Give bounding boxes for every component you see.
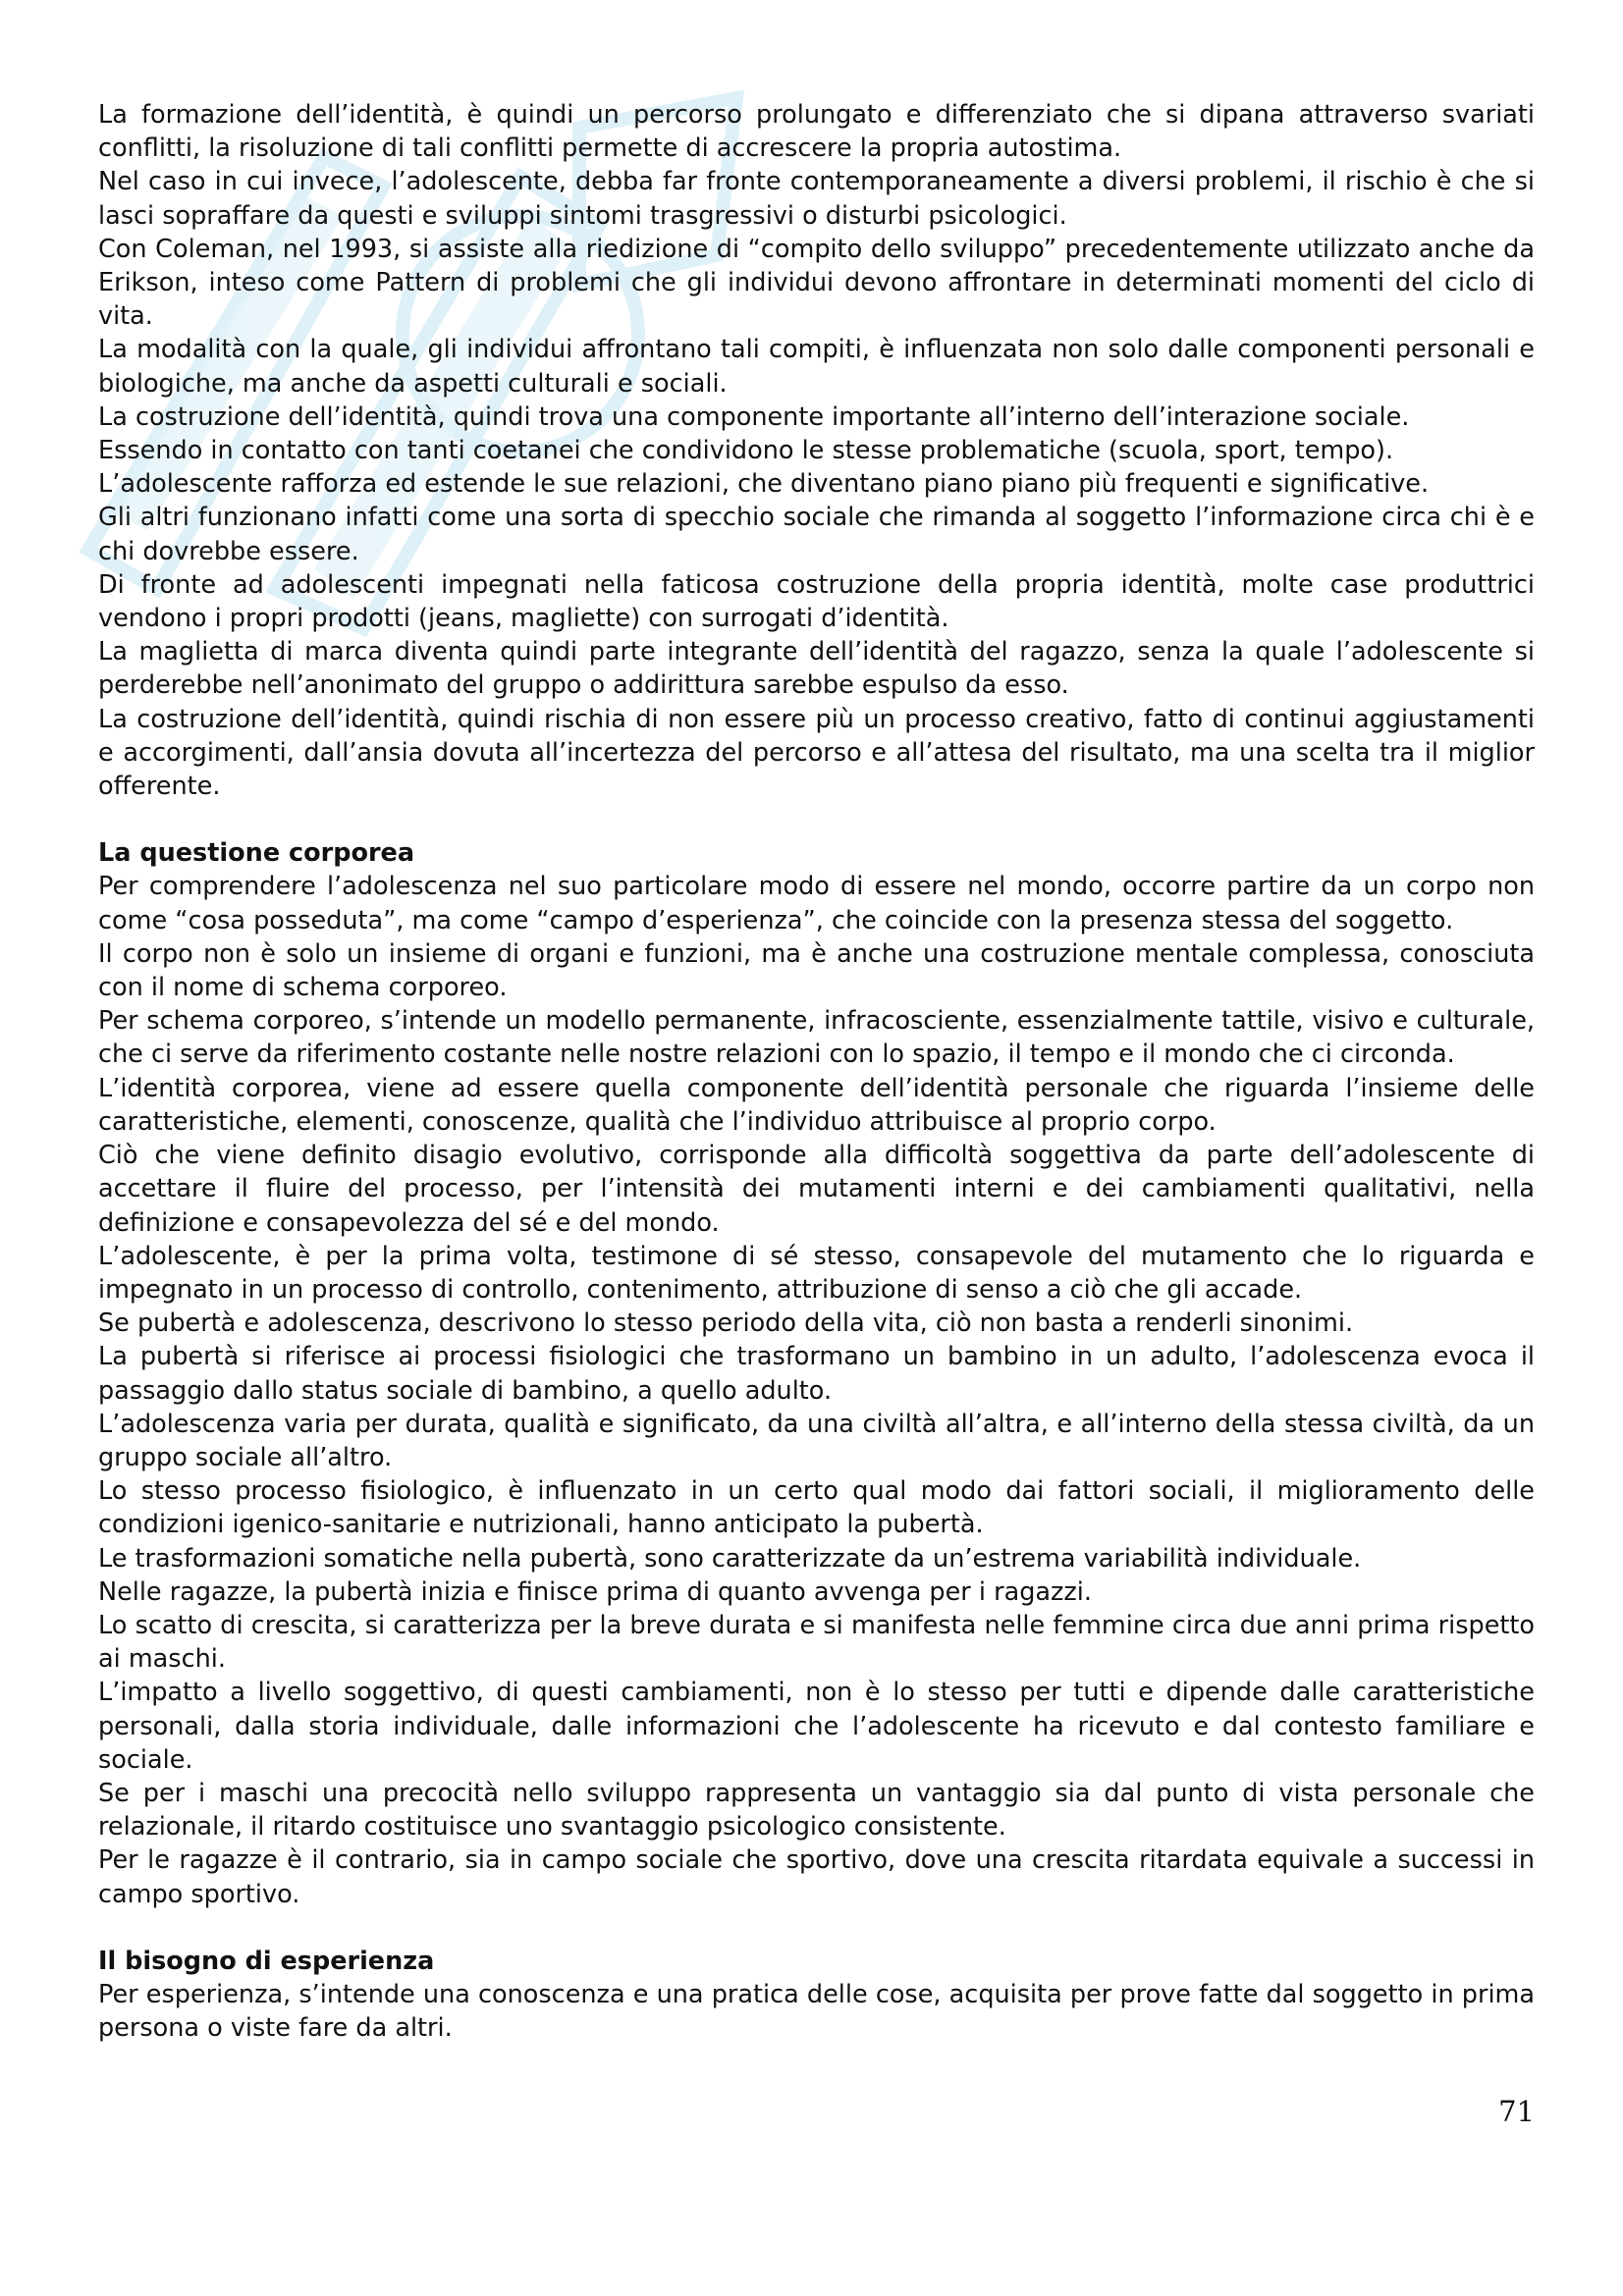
paragraph: Nelle ragazze, la pubertà inizia e finisce prima di quanto avvenga per i ragazzi. bbox=[98, 1576, 1092, 1607]
paragraph: Essendo in contatto con tanti coetanei che condividono le stesse problematiche (scuola, sport, tempo). bbox=[98, 436, 1394, 466]
section-gap bbox=[98, 1911, 1535, 1945]
paragraph: Il corpo non è solo un insieme di organi e funzioni, ma è anche una costruzione mentale complessa, conosciuta con il nome di schema corporeo. bbox=[98, 938, 1535, 1003]
section-gap bbox=[98, 803, 1535, 836]
paragraph: La costruzione dell’identità, quindi rischia di non essere più un processo creativo, fatto di continui aggiustamenti e accorgimenti, dall’ansia dovuta all’incertezza del percorso e all’attesa del risultato, ma una scelta tra il miglior offerente. bbox=[98, 704, 1535, 802]
paragraph: Per comprendere l’adolescenza nel suo particolare modo di essere nel mondo, occorre partire da un corpo non come “cosa posseduta”, ma come “campo d’esperienza”, che coincide con la presenza stessa del soggetto. bbox=[98, 872, 1535, 935]
section-heading-questione-corporea: La questione corporea bbox=[98, 838, 415, 869]
paragraph: Nel caso in cui invece, l’adolescente, debba far fronte contemporaneamente a diversi problemi, il rischio è che si lasci sopraffare da questi e sviluppi sintomi trasgressivi o disturbi psicologici. bbox=[98, 167, 1535, 231]
paragraph: L’impatto a livello soggettivo, di questi cambiamenti, non è lo stesso per tutti e dipende dalle caratteristiche personali, dalla storia individuale, dalle informazioni che l’adolescente ha ricevuto e dal contesto familiare e sociale. bbox=[98, 1678, 1535, 1775]
paragraph: Le trasformazioni somatiche nella pubertà, sono caratterizzate da un’estrema variabilità individuale. bbox=[98, 1543, 1362, 1574]
document-page bbox=[98, 98, 1535, 2045]
paragraph: L’identità corporea, viene ad essere quella componente dell’identità personale che riguarda l’insieme delle caratteristiche, elementi, conoscenze, qualità che l’individuo attribuisce al proprio corpo. bbox=[98, 1073, 1535, 1137]
paragraph: La pubertà si riferisce ai processi fisiologici che trasformano un bambino in un adulto, l’adolescenza evoca il passaggio dallo status sociale di bambino, a quello adulto. bbox=[98, 1342, 1535, 1406]
page-number: 71 bbox=[1498, 2095, 1535, 2128]
section-heading-bisogno-esperienza: Il bisogno di esperienza bbox=[98, 1946, 435, 1976]
paragraph: Lo stesso processo fisiologico, è influenzato in un certo qual modo dai fattori sociali, il miglioramento delle condizioni igenico-sanitarie e nutrizionali, hanno anticipato la pubertà. bbox=[98, 1476, 1535, 1540]
paragraph: Di fronte ad adolescenti impegnati nella faticosa costruzione della propria identità, molte case produttrici vendono i propri prodotti (jeans, magliette) con surrogati d’identità. bbox=[98, 569, 1535, 634]
paragraph: Se pubertà e adolescenza, descrivono lo stesso periodo della vita, ciò non basta a renderli sinonimi. bbox=[98, 1308, 1354, 1339]
paragraph: Lo scatto di crescita, si caratterizza per la breve durata e si manifesta nelle femmine circa due anni prima rispetto ai maschi. bbox=[98, 1610, 1535, 1675]
paragraph: Con Coleman, nel 1993, si assiste alla riedizione di “compito dello sviluppo” precedentemente utilizzato anche da Erikson, inteso come Pattern di problemi che gli individui devono affrontare in determinati momenti del ciclo di vita. bbox=[98, 234, 1535, 332]
paragraph: L’adolescenza varia per durata, qualità e significato, da una civiltà all’altra, e all’interno della stessa civiltà, da un gruppo sociale all’altro. bbox=[98, 1409, 1535, 1472]
paragraph: La modalità con la quale, gli individui affrontano tali compiti, è influenzata non solo dalle componenti personali e biologiche, ma anche da aspetti culturali e sociali. bbox=[98, 335, 1535, 399]
paragraph: L’adolescente, è per la prima volta, testimone di sé stesso, consapevole del mutamento che lo riguarda e impegnato in un processo di controllo, contenimento, attribuzione di senso a ciò che gli accade. bbox=[98, 1241, 1535, 1305]
paragraph: Se per i maschi una precocità nello sviluppo rappresenta un vantaggio sia dal punto di vista personale che relazionale, il ritardo costituisce uno svantaggio psicologico consistente. bbox=[98, 1778, 1535, 1842]
paragraph: Ciò che viene definito disagio evolutivo, corrisponde alla difficoltà soggettiva da parte dell’adolescente di accettare il fluire del processo, per l’intensità dei mutamenti interni e dei cambiamenti qualitativi, nella definizione e consapevolezza del sé e del mondo. bbox=[98, 1141, 1535, 1238]
paragraph: La costruzione dell’identità, quindi trova una componente importante all’interno dell’interazione sociale. bbox=[98, 401, 1410, 432]
paragraph: Per esperienza, s’intende una conoscenza e una pratica delle cose, acquisita per prove fatte dal soggetto in prima persona o viste fare da altri. bbox=[98, 1979, 1535, 2044]
paragraph: L’adolescente rafforza ed estende le sue relazioni, che diventano piano piano più frequenti e significative. bbox=[98, 469, 1430, 500]
paragraph: La formazione dell’identità, è quindi un percorso prolungato e differenziato che si dipana attraverso svariati conflitti, la risoluzione di tali conflitti permette di accrescere la propria autostima. bbox=[98, 100, 1535, 164]
paragraph: Gli altri funzionano infatti come una sorta di specchio sociale che rimanda al soggetto l’informazione circa chi è e chi dovrebbe essere. bbox=[98, 503, 1535, 566]
paragraph: Per le ragazze è il contrario, sia in campo sociale che sportivo, dove una crescita ritardata equivale a successi in campo sportivo. bbox=[98, 1845, 1535, 1909]
paragraph: Per schema corporeo, s’intende un modello permanente, infracosciente, essenzialmente tattile, visivo e culturale, che ci serve da riferimento costante nelle nostre relazioni con lo spazio, il tempo e il mondo che ci circonda. bbox=[98, 1006, 1535, 1070]
paragraph: La maglietta di marca diventa quindi parte integrante dell’identità del ragazzo, senza la quale l’adolescente si perderebbe nell’anonimato del gruppo o addirittura sarebbe espulso da esso. bbox=[98, 637, 1535, 701]
